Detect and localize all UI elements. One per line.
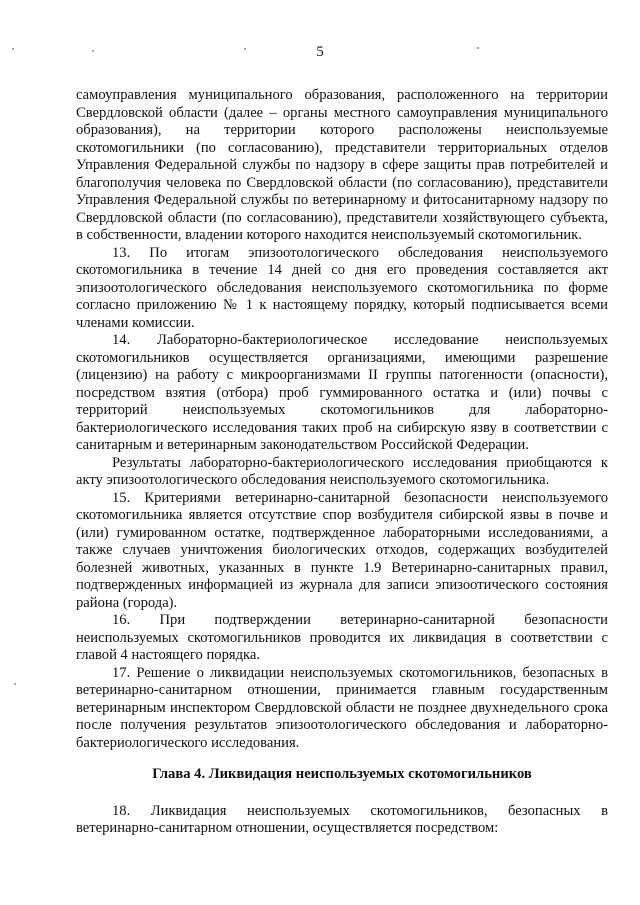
scan-speck [12,48,14,50]
page-number: 5 [316,44,324,60]
scan-speck [477,47,479,49]
paragraph-continuation: самоуправления муниципального образования, расположенного на территории Свердловской области (далее – органы местного самоуправления муниципального образования), на территории которого расположены неиспользуемые скотомогильники (по согласованию), представители территориальных отделов Управления Федеральной службы по надзору в сфере защиты прав потребителей и благополучия человека по Свердловской области (по согласованию), представители Управления Федеральной службы по ветеринарному и фитосанитарному надзору по Свердловской области (по согласованию), представители хозяйствующего субъекта, в собственности, владении которого находится неиспользуемый скотомогильник. [76,87,608,243]
paragraph-14-results: Результаты лабораторно-бактериологического исследования приобщаются к акту эпизоотологического обследования неиспользуемого скотомогильника. [76,454,608,488]
chapter-heading: Глава 4. Ликвидация неиспользуемых скотомогильников [152,766,532,782]
document-body [76,87,608,838]
scan-speck [92,50,94,52]
paragraph-13: 13. По итогам эпизоотологического обследования неиспользуемого скотомогильника в течение 14 дней со дня его проведения составляется акт эпизоотологического обследования неиспользуемого скотомогильника по форме согласно приложению № 1 к настоящему порядку, который подписывается всеми членами комиссии. [76,244,608,331]
paragraph-18: 18. Ликвидация неиспользуемых скотомогильников, безопасных в ветеринарно-санитарном отношении, осуществляется посредством: [76,802,608,836]
paragraph-17: 17. Решение о ликвидации неиспользуемых скотомогильников, безопасных в ветеринарно-санитарном отношении, принимается главным государственным ветеринарным инспектором Свердловской области не позднее двухнедельного срока после получения результатов эпизоотологического обследования и лабораторно-бактериологического исследования. [76,664,608,751]
scan-speck [14,683,16,685]
paragraph-16: 16. При подтверждении ветеринарно-санитарной безопасности неиспользуемых скотомогильников проводится их ликвидация в соответствии с главой 4 настоящего порядка. [76,612,608,663]
paragraph-14: 14. Лабораторно-бактериологическое исследование неиспользуемых скотомогильников осуществляется организациями, имеющими разрешение (лицензию) на работу с микроорганизмами II группы патогенности (опасности), посредством взятия (отбора) проб гуммированного остатка и (или) почвы с территорий неиспользуемых скотомогильников для лабораторно-бактериологического исследования таких проб на сибирскую язву в соответствии с санитарным и ветеринарным законодательством Российской Федерации. [76,332,608,453]
paragraph-15: 15. Критериями ветеринарно-санитарной безопасности неиспользуемого скотомогильника является отсутствие спор возбудителя сибирской язвы в почве и (или) гумированном остатке, подтвержденное лабораторными исследованиями, а также случаев уничтожения биологических отходов, содержащих возбудителей болезней животных, указанных в пункте 1.9 Ветеринарно-санитарных правил, подтвержденных информацией из журнала для записи эпизоотического состояния района (города). [76,489,608,611]
scan-speck [244,48,246,50]
